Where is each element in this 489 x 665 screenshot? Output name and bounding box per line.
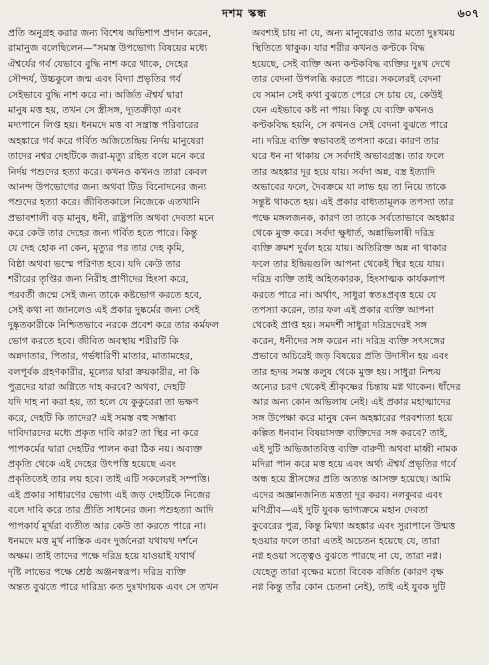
right-column-line: যে সমান সেই কথা বুঝতে পেরে সে চায় যে, কেউই: [252, 89, 443, 101]
left-column-line: ঐশ্বর্যের গর্ব যেভাবে বুদ্ধি নাশ করে থাকে, দেহের: [8, 58, 189, 70]
left-column-line: প্রভাবশালী বড় মানুষ, ধনী, রাষ্ট্রপতি অথবা দেবতা মনে: [8, 212, 214, 224]
left-column-line: অক্ষম। তাই তাদের পক্ষে দরিদ্র হয়ে যাওয়াই যথার্থ: [8, 551, 195, 563]
right-column-line: থেকে মুক্ত করে। সর্বদা ক্ষুধার্ত, অন্নাভিলাষী দরিদ্র: [252, 228, 435, 240]
right-column-line: তপস্যা করেন, তার ফল এই প্রকার ব্যক্তি আপনা: [252, 305, 434, 317]
right-column-line: অভাবের ফলে, দৈবক্রমে যা লাভ হয় তা নিয়ে তাকে: [252, 181, 447, 193]
right-column-line: তার হৃদয় সমস্ত কলুষ থেকে মুক্ত হয়। সাধুরা নিশ্চয়: [252, 366, 441, 378]
left-column-line: ধনমদে মত্ত মূর্খ নাস্তিক এবং দুর্জনেরা যথাযথ দর্শনে: [8, 535, 198, 547]
right-column-line: হয়েছে, সেই ব্যক্তি অন্য কণ্টকবিদ্ধ ব্যক্তির দুঃখ দেখে: [252, 58, 451, 70]
left-column-line: পশুদের হত্যা করে। জীবিতকালে নিজেকে এতখানি: [8, 197, 200, 209]
right-column-line: ব্যক্তি ক্রমশ দুর্বল হয়ে যায়। অতিরিক্ত অন্ন না থাকার: [252, 243, 447, 255]
right-column-line: অন্যের চরণ থেকেই শ্রীকৃষ্ণের চিন্তায় মগ্ন থাকেন। ধাঁদের: [252, 381, 461, 393]
left-column-line: তাদের নশ্বর দেহটিকে জরা-মৃত্যু রহিত বলে মনে করে: [8, 151, 206, 163]
right-column-line: নগ্ন হওয়া সত্ত্বেও বুঝতে পারছে না যে, তারা নগ্ন।: [252, 551, 442, 563]
left-column-line: অন্তত বুঝতে পারে দারিদ্র্য কত দুঃখদায়ক এবং সে তখন: [8, 582, 219, 594]
right-column-line: ফলে তার ইন্দ্রিয়গুলি আপনা থেকেই স্থির হয়ে যায়।: [252, 258, 445, 270]
page-number: ৬০৭: [457, 7, 479, 20]
running-title: দশম স্কন্ধ: [222, 7, 267, 20]
right-column-line: সঙ্গ উপেক্ষা করে মানুষ কেন অহঙ্কারের পরবশ্যতা হয়ে: [252, 412, 453, 424]
left-column-line: করে কেউ তার দেহের জন্য গর্বিত হতে পারে। কিন্তু: [8, 228, 198, 240]
left-column-line: অন্নদাতার, পিতার, গর্ভধারিণী মাতার, মাতামহের,: [8, 351, 193, 363]
left-column-line: শরীরের তৃপ্তির জন্য নিরীহ প্রাণীদের হিংসা করে,: [8, 274, 189, 286]
right-column: [252, 26, 480, 595]
right-column-line: যেন এইভাবে কষ্ট না পায়। কিন্তু যে ব্যক্তি কখনও: [252, 104, 434, 116]
right-column-line: হওয়ার ফলে তারা এতই অচেতন হয়েছে যে, তারা: [252, 535, 440, 547]
right-column-line: করতে পারে না। অর্থাৎ, সাধুরা স্বতঃপ্রবৃত্ত হয়ে যে: [252, 289, 437, 301]
right-column-line: মণিগ্রীব—এই দুটি যুবক ভাগ্যক্রমে মহান দেবতা: [252, 505, 429, 517]
right-column-line: তার বেদনা উপলব্ধি করতে পারে। সকলেরই বেদনা: [252, 74, 442, 86]
right-column-line: থেকেই প্রাপ্ত হয়। সমদর্শী সাধুরা দরিদ্রদেরই সঙ্গ: [252, 320, 427, 332]
left-column-line: সেই কথা না জানলেও এই প্রকার দুষ্কর্মের জন্য সেই: [8, 305, 200, 317]
left-column-line: ভোগ করতে হবে। জীবিত অবস্থায় শরীরটি কি: [8, 335, 179, 347]
left-column-line: যে দেহ হোক না কেন, মৃত্যুর পর তার দেহ কৃমি,: [8, 243, 185, 255]
left-column-line: করে, দেহটি কি তাদের? এই সমস্ত বহু সম্ভাব্য: [8, 412, 177, 424]
right-column-line: প্রভাবে অচিরেই জড় বিষয়ের প্রতি উদাসীন হয় এবং: [252, 351, 449, 363]
left-column-line: সেইভাবে বুদ্ধি নাশ করে না। অর্জিত ঐশ্বর্য দ্বারা: [8, 89, 183, 101]
right-column-line: করেন, ধনীদের সঙ্গ করেন না। দরিদ্র ব্যক্তি সৎসঙ্গের: [252, 335, 446, 347]
left-column-line: দৃষ্টি লাভের পক্ষে শ্রেষ্ঠ অঞ্জনস্বরূপ। দরিদ্র ব্যক্তি: [8, 566, 186, 578]
left-column: [8, 26, 230, 595]
left-column-line: নির্দয় পশুদের হত্যা করে। কখনও কখনও তারা কেবল: [8, 166, 208, 178]
right-column-line: পক্ষে মঙ্গলজনক, কারণ তা তাকে সর্বতোভাবে অহঙ্কার: [252, 212, 455, 224]
left-column-line: অহঙ্কারে গর্ব করে গর্বিত অজিতেন্দ্রিয় নির্দয় মানুষেরা: [8, 135, 204, 147]
right-column-line: অন্ধ হয়ে স্ত্রীসঙ্গের প্রতি অত্যন্ত আসক্ত হয়েছে। আমি: [252, 474, 451, 486]
left-column-line: রামানুজ বলেছিলেন—"সমস্ত উপভোগ্য বিষয়ের মধ্যে: [8, 43, 208, 55]
left-column-line: পাপকার্য মূর্খরা ব্যতীত আর কেউ তা করতে পারে না।: [8, 520, 207, 532]
left-column-line: প্রকৃতি থেকে এই দেহের উৎপত্তি হয়েছে এবং: [8, 458, 176, 470]
left-column-line: মানুষ মত্ত হয়, তখন সে স্ত্রীসঙ্গ, দ্যূতক্রীড়া এবং: [8, 104, 182, 116]
right-column-line: আর অন্য কোন অভিলাষ নেই। এই প্রকার মহাত্মাদের: [252, 397, 451, 409]
right-column-line: নগ্ন কিন্তু তাঁর কোন চেতনা নেই), তাই এই যুবক দুটি: [252, 582, 446, 594]
right-column-line: দরিদ্র ব্যক্তি তাই অহিতকারক, হিংসাত্মক কার্যকলাপ: [252, 274, 445, 286]
right-column-line: কল্পিত ধনবান বিষয়াসক্ত ব্যক্তিদের সঙ্গ করবে? তাই,: [252, 428, 448, 440]
left-column-line: এই প্রকার সাধারণের ভোগ্য এই জড় দেহটিকে নিজের: [8, 489, 211, 501]
left-column-line: মদ্যপানে লিপ্ত হয়। ধনমদে মত্ত বা সন্ত্রাস্ত পরিবারের: [8, 120, 199, 132]
page-header: [0, 0, 489, 24]
right-column-line: তার অহঙ্কার দূর হয়ে যায়। সর্বদা অন্ন, বস্ত্র ইত্যাদি: [252, 166, 436, 178]
left-column-line: বলে দাবি করে তার প্রীতি সাধনের জন্য পশুহত্যা আদি: [8, 505, 214, 517]
right-column-line: এদের অজ্ঞানজনিত মত্ততা দূর করব। নলকুবর এবং: [252, 489, 443, 501]
left-column-line: যদি দাহ না করা হয়, তা হলে যে কুকুরেরা তা ভক্ষণ: [8, 397, 199, 409]
right-column-line: সন্তুষ্ট থাকতে হয়। এই প্রকার বাধ্যতামূলক তপস্যা তার: [252, 197, 454, 209]
right-column-line: যেহেতু তারা বৃক্ষের মতো বিবেক বর্জিত (কারণ বৃক্ষ: [252, 566, 444, 578]
right-column-line: মদিরা পান করে মত্ত হয়ে এবং অর্থ্য ঐশ্বর্য প্রভৃতির গর্বে: [252, 458, 457, 470]
right-column-line: কণ্টকবিদ্ধ হয়নি, সে কখনও সেই বেদনা বুঝতে পারে: [252, 120, 449, 132]
right-column-line: ঘরে ধন না থাকায় সে সর্বদাই অভাবগ্রস্ত। তার ফলে: [252, 151, 445, 163]
right-column-line: না। দরিদ্র ব্যক্তি স্বভাবতই তপস্যা করে। কারণ তার: [252, 135, 439, 147]
left-column-line: পুত্রদের যারা অগ্নিতে দাহ করবে? অথবা, দেহটি: [8, 381, 186, 393]
left-column-line: বিষ্ঠা অথবা ভস্মে পরিণত হবে। যদি কেউ তার: [8, 258, 181, 270]
right-column-line: কুবেরের পুত্র, কিন্তু মিথ্যা অহঙ্কার এবং সুরাপানে উন্মত্ত: [252, 520, 456, 532]
left-column-line: পরবর্তী জন্মে সেই জন্য তাকে কষ্টভোগ করতে হবে,: [8, 289, 202, 301]
right-column-line: এই দুটি অভিজাতবিত্ত ব্যক্তি বারুণী অথবা মাধ্বী নামক: [252, 443, 458, 455]
left-column-line: দুষ্কৃতকারীকে নিশ্চিতভাবে নরকে প্রবেশ করে তার কর্মফল: [8, 320, 220, 332]
left-column-line: আনন্দ উপভোগের জন্য অথবা টিড বিনোদনের জন্য: [8, 181, 207, 193]
left-column-line: সৌন্দর্য, উচ্চকুলে জন্ম এবং বিদ্যা প্রভৃতির গর্ব: [8, 74, 181, 86]
left-column-line: পাপকর্মের দ্বারা দেহটির পালন করা ঠিক নয়। অব্যক্ত: [8, 443, 203, 455]
right-column-line: অবশ্যই চায় না যে, অন্য মানুষেরাও তার মতো দুঃখময়: [252, 28, 455, 39]
left-column-line: প্রকৃতিতেই তার লয় হবে। তাই এটি সকলেরই সম্পত্তি।: [8, 474, 210, 486]
left-column-line: বলপূর্বক গ্রহণকারীর, মূল্যের দ্বারা ক্রয়কারীর, না কি: [8, 366, 200, 378]
right-column-line: স্থিতিতে থাকুক। যার শরীর কখনও কণ্টকে বিদ্ধ: [252, 43, 425, 55]
left-column-line: দাবিদারদের মধ্যে প্রকৃত দাবি কার? তা স্থির না করে: [8, 428, 199, 440]
left-column-line: প্রতি অনুগ্রহ করার জন্য বিশেষ অভিশাপ প্রদান করেন,: [8, 28, 212, 39]
